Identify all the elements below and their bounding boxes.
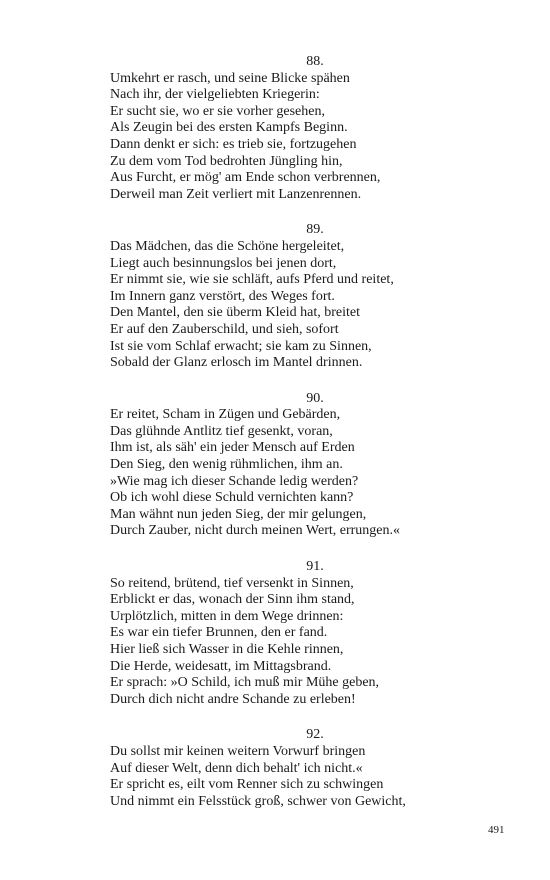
- stanza-number: 92.: [306, 727, 324, 743]
- verse-line: Er nimmt sie, wie sie schläft, aufs Pferd und reitet,: [110, 272, 394, 288]
- verse-line: Ihm ist, als säh' ein jeder Mensch auf Erden: [110, 440, 355, 456]
- verse-line: Nach ihr, der vielgeliebten Kriegerin:: [110, 87, 320, 103]
- verse-line: Die Herde, weidesatt, im Mittagsbrand.: [110, 658, 332, 674]
- verse-line: Derweil man Zeit verliert mit Lanzenrennen.: [110, 186, 362, 202]
- verse-line: Hier ließ sich Wasser in die Kehle rinnen,: [110, 642, 344, 657]
- verse-line: Liegt auch besinnungslos bei jenen dort,: [110, 255, 337, 271]
- verse-line: Den Sieg, den wenig rühmlichen, ihm an.: [110, 457, 343, 473]
- verse-line: »Wie mag ich dieser Schande ledig werden?: [110, 473, 359, 489]
- verse-line: Er spricht es, eilt vom Renner sich zu schwingen: [110, 777, 384, 793]
- verse-line: Auf dieser Welt, denn dich behalt' ich nicht.«: [110, 760, 363, 776]
- verse-line: Du sollst mir keinen weitern Vorwurf bringen: [110, 743, 366, 759]
- verse-line: Ist sie vom Schlaf erwacht; sie kam zu Sinnen,: [110, 338, 372, 354]
- page-number: 491: [488, 824, 505, 836]
- poem-body: [110, 54, 510, 829]
- stanza-number: 89.: [306, 222, 324, 238]
- verse-line: Er sprach: »O Schild, ich muß mir Mühe geben,: [110, 675, 380, 691]
- stanza: [110, 391, 510, 540]
- verse-line: So reitend, brütend, tief versenkt in Sinnen,: [110, 575, 354, 591]
- verse-line: Das Mädchen, das die Schöne hergeleitet,: [110, 238, 345, 254]
- verse-line: Durch dich nicht andre Schande zu erleben!: [110, 691, 356, 707]
- verse-line: Und nimmt ein Felsstück groß, schwer von Gewicht,: [110, 793, 406, 809]
- verse-line: Sobald der Glanz erlosch im Mantel drinnen.: [110, 355, 363, 371]
- stanza-number: 91.: [306, 559, 324, 575]
- verse-line: Urplötzlich, mitten in dem Wege drinnen:: [110, 608, 344, 624]
- verse-line: Als Zeugin bei des ersten Kampfs Beginn.: [110, 120, 348, 136]
- verse-line: Er auf den Zauberschild, und sieh, sofort: [110, 321, 339, 337]
- verse-line: Es war ein tiefer Brunnen, den er fand.: [110, 625, 328, 641]
- verse-line: Im Innern ganz verstört, des Weges fort.: [110, 288, 335, 304]
- verse-line: Den Mantel, den sie überm Kleid hat, breitet: [110, 305, 360, 321]
- verse-line: Er sucht sie, wo er sie vorher gesehen,: [110, 103, 325, 119]
- verse-line: Erblickt er das, wonach der Sinn ihm stand,: [110, 592, 355, 608]
- verse-line: Durch Zauber, nicht durch meinen Wert, errungen.«: [110, 523, 401, 539]
- stanza-number: 88.: [306, 54, 324, 69]
- verse-line: Er reitet, Scham in Zügen und Gebärden,: [110, 407, 341, 423]
- stanza: [110, 54, 510, 203]
- verse-line: Dann denkt er sich: es trieb sie, fortzugehen: [110, 136, 357, 152]
- verse-line: Umkehrt er rasch, und seine Blicke spähen: [110, 70, 350, 86]
- verse-line: Das glühnde Antlitz tief gesenkt, voran,: [110, 423, 333, 439]
- stanza-number: 90.: [306, 390, 324, 406]
- stanza: [110, 727, 510, 810]
- stanza: [110, 222, 510, 371]
- stanza: [110, 559, 510, 708]
- verse-line: Ob ich wohl diese Schuld vernichten kann?: [110, 490, 354, 506]
- verse-line: Man wähnt nun jeden Sieg, der mir gelungen,: [110, 506, 367, 522]
- verse-line: Zu dem vom Tod bedrohten Jüngling hin,: [110, 153, 343, 169]
- verse-line: Aus Furcht, er mög' am Ende schon verbrennen,: [110, 170, 381, 186]
